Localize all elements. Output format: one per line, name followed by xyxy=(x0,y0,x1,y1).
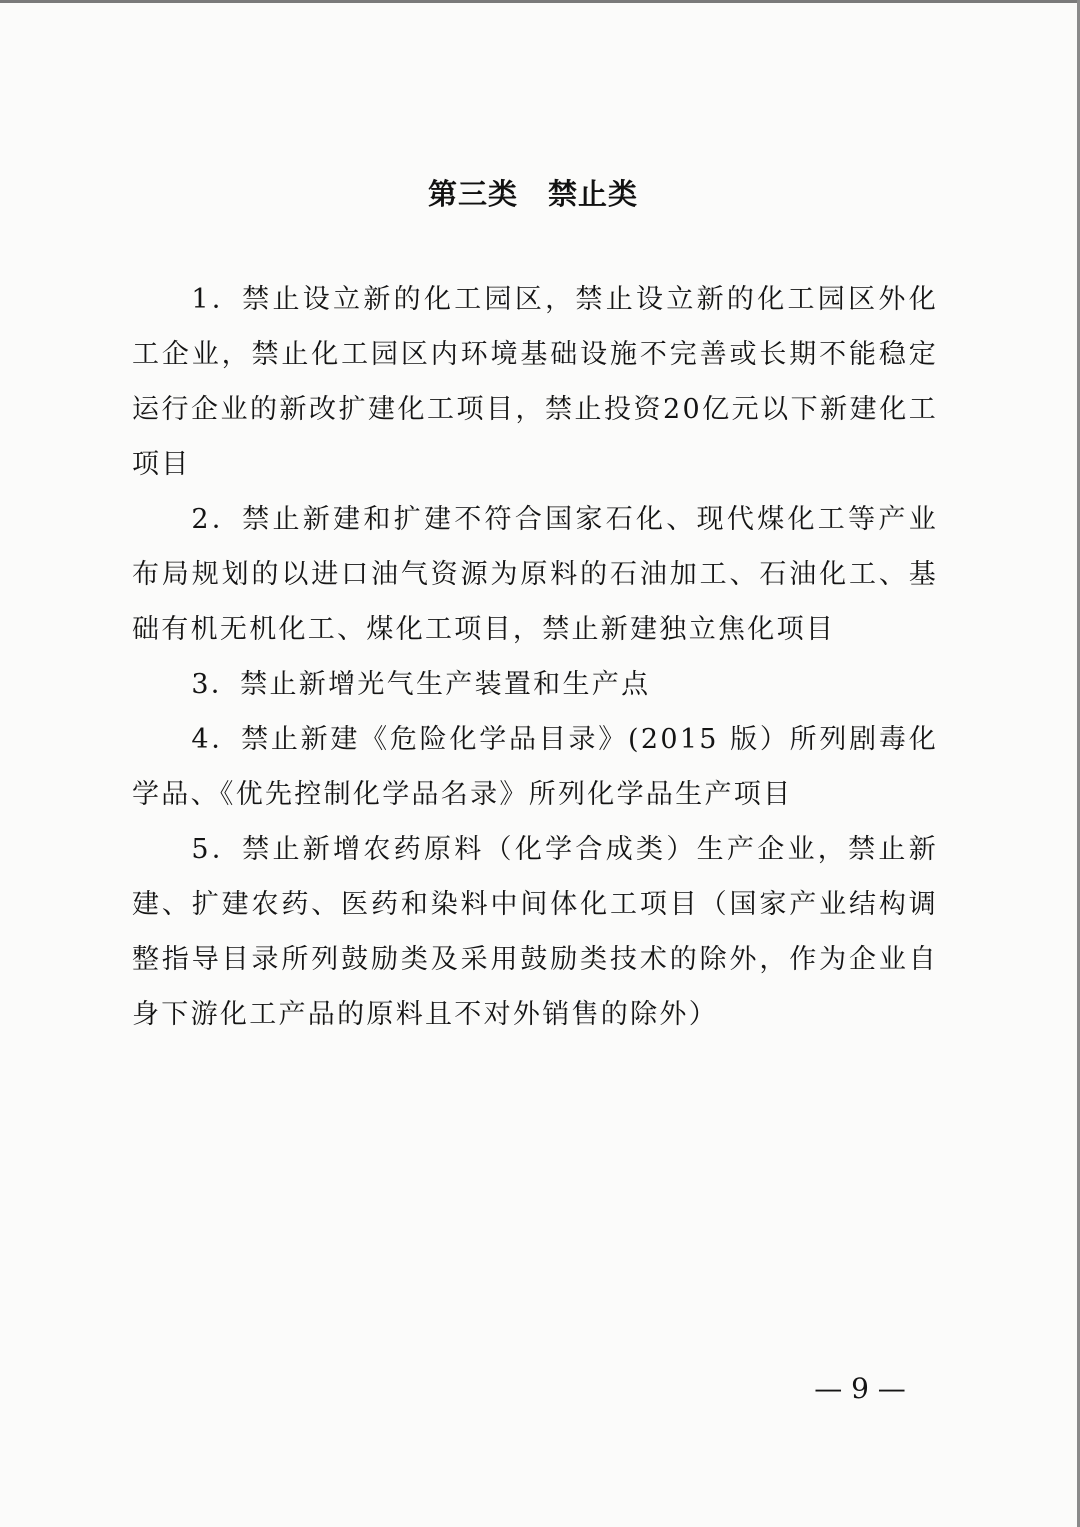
paragraph-3: 3．禁止新增光气生产装置和生产点 xyxy=(191,669,651,700)
paragraph-5: 5．禁止新增农药原料（化学合成类）生产企业，禁止新建、扩建农药、医药和染料中间体化工项目（国家产业结构调整指导目录所列鼓励类及采用鼓励类技术的除外，作为企业自身下游化工产品的原料且不对外销售的除外） xyxy=(132,834,938,1030)
page-number: — 9 — xyxy=(814,1372,906,1405)
paragraph-1: 1．禁止设立新的化工园区，禁止设立新的化工园区外化工企业，禁止化工园区内环境基础设施不完善或长期不能稳定运行企业的新改扩建化工项目，禁止投资20亿元以下新建化工项目 xyxy=(132,284,938,480)
paragraph-4: 4．禁止新建《危险化学品目录》(2015 版）所列剧毒化学品、《优先控制化学品名录》所列化学品生产项目 xyxy=(132,724,938,810)
document-body xyxy=(132,272,938,1042)
paragraph-2: 2．禁止新建和扩建不符合国家石化、现代煤化工等产业布局规划的以进口油气资源为原料的石油加工、石油化工、基础有机无机化工、煤化工项目，禁止新建独立焦化项目 xyxy=(132,504,938,645)
section-title: 第三类 禁止类 xyxy=(427,177,638,211)
scan-edge-top xyxy=(0,0,1080,3)
